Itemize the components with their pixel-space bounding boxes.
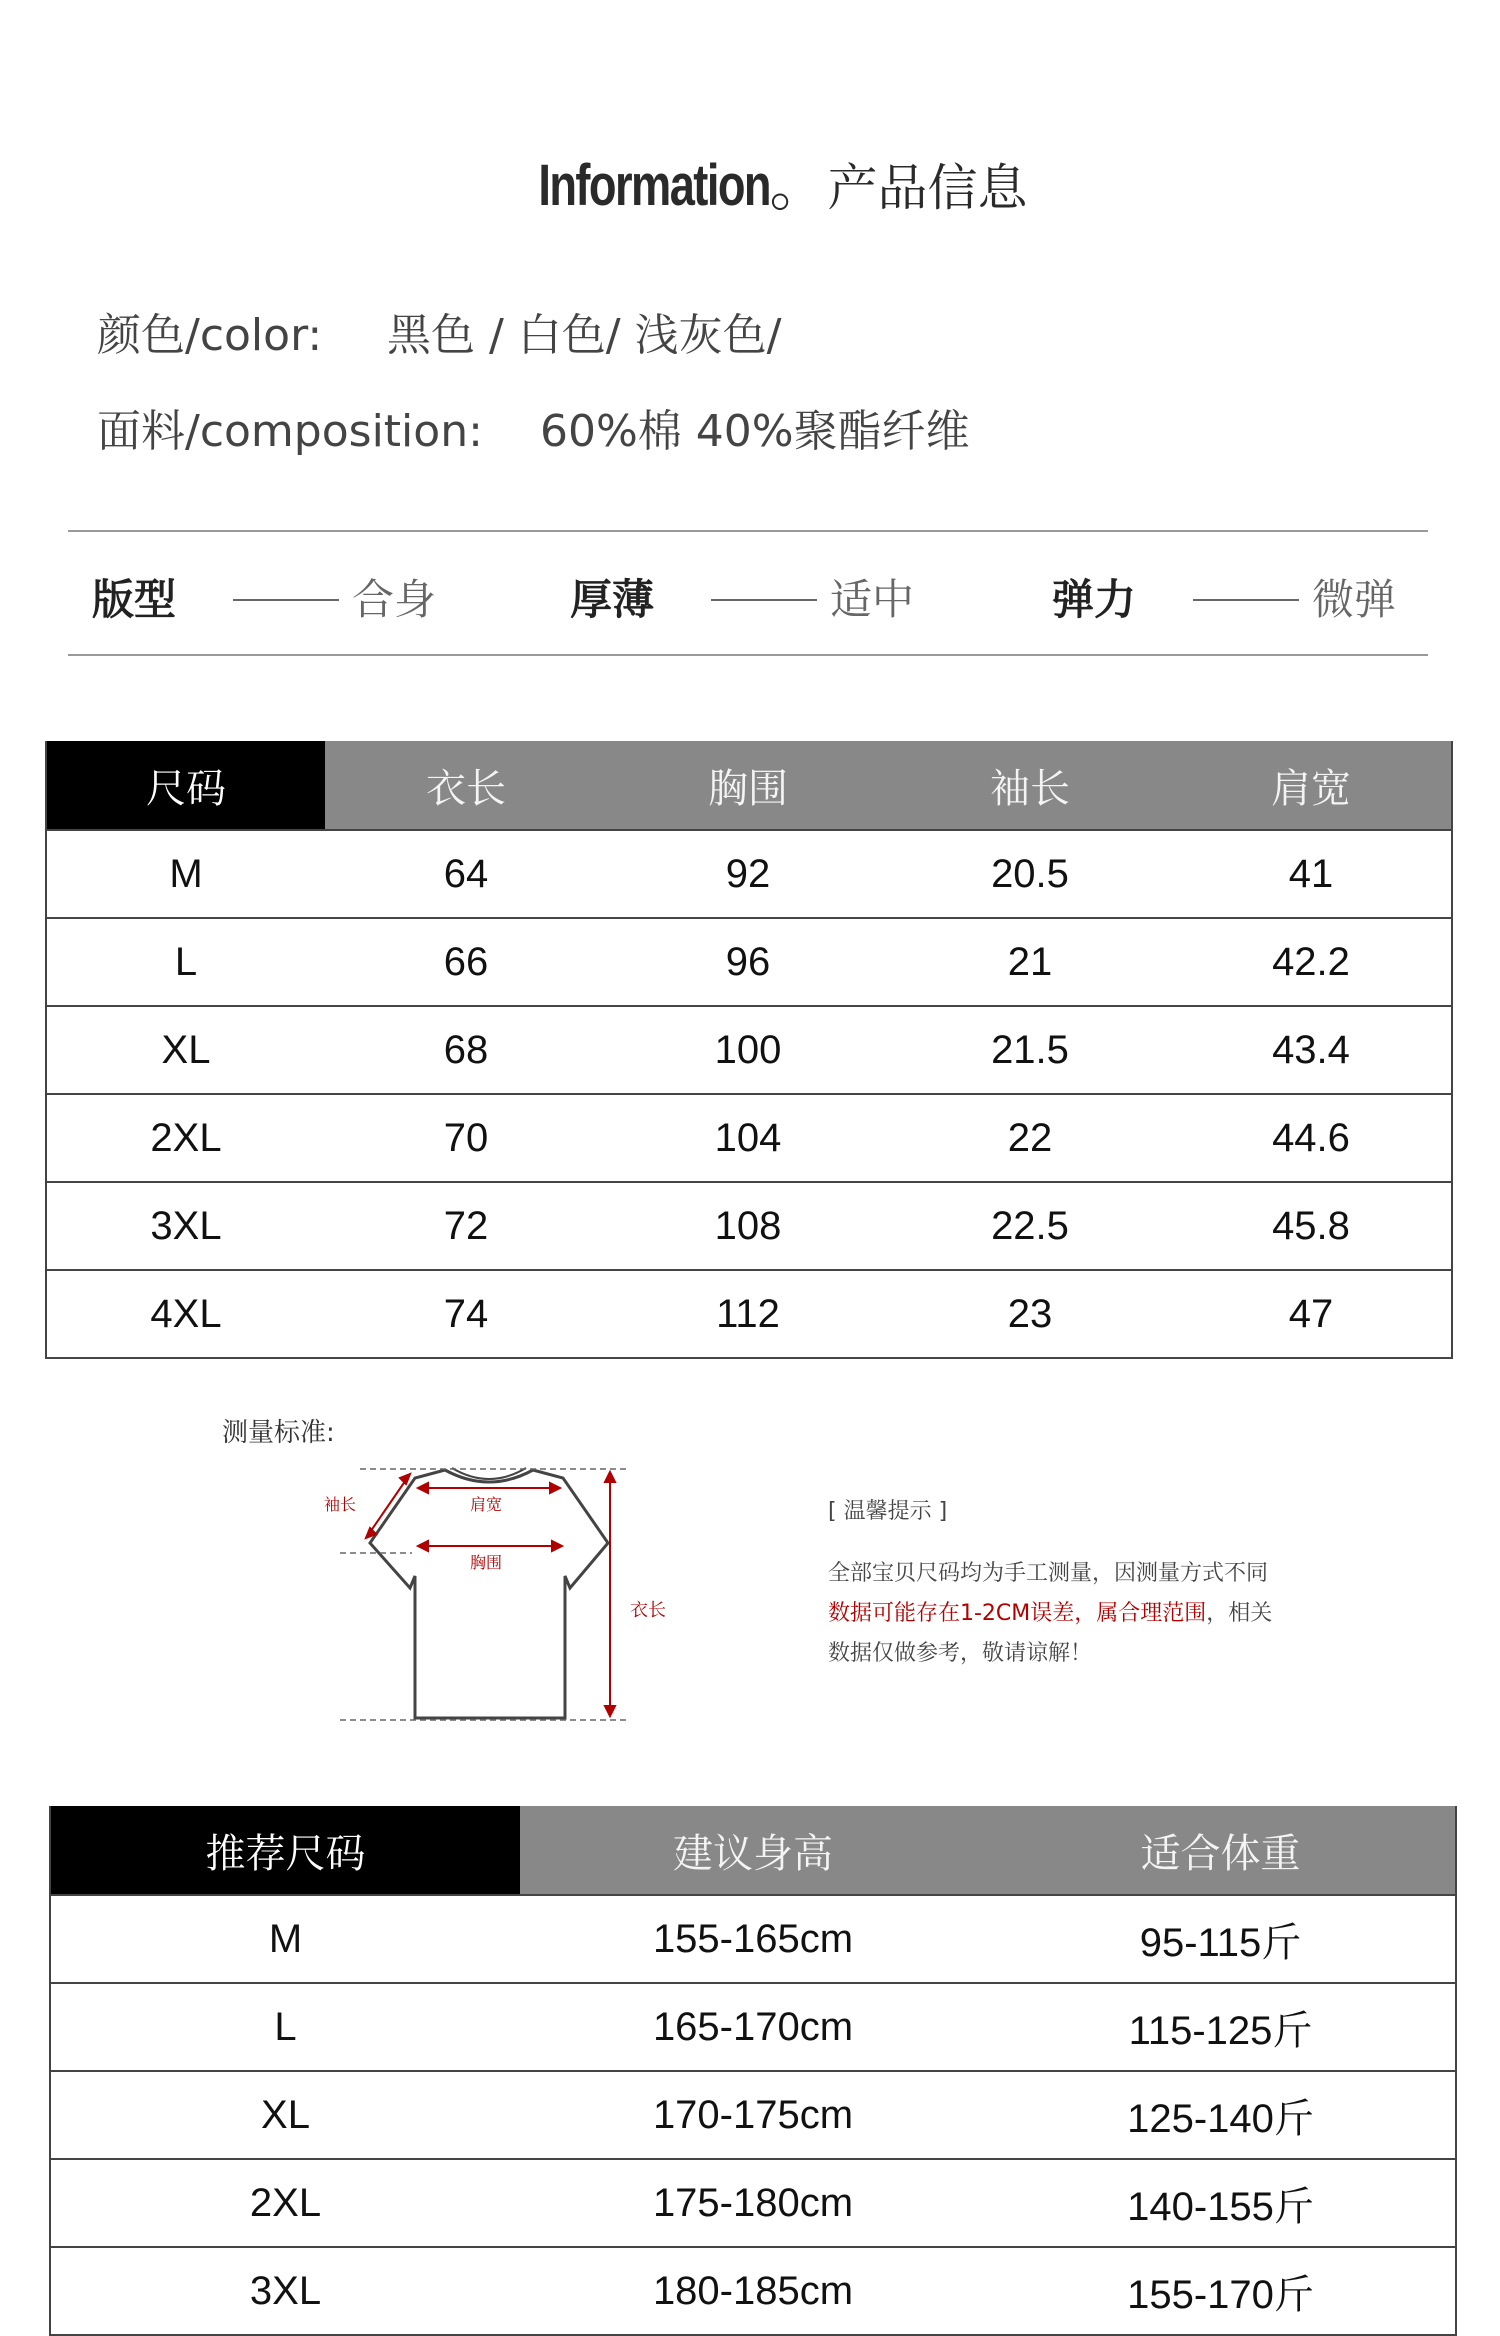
table-cell: L [46,918,325,1006]
page-title [0,150,1500,223]
table-cell: 112 [607,1270,889,1358]
tips-warning: 数据可能存在1-2CM误差，属合理范围 [828,1601,1207,1626]
header-size: 尺码 [46,741,325,830]
label-chest: 胸围 [470,1553,503,1572]
color-value: 黑色 / 白色/ 浅灰色/ [387,310,782,361]
table-cell: 170-175cm [520,2071,986,2159]
table-cell: 74 [325,1270,607,1358]
title-dot: 。 [769,151,828,219]
table-cell: 3XL [46,1182,325,1270]
table-cell: 155-165cm [520,1895,986,1983]
table-row [50,2159,1456,2247]
table-row [46,830,1452,918]
table-row [46,1270,1452,1358]
title-english: Information [537,153,770,218]
table-cell: 21 [889,918,1171,1006]
tips-line-1: 全部宝贝尺码均为手工测量，因测量方式不同 [828,1561,1269,1586]
table-cell: 96 [607,918,889,1006]
table-cell: 68 [325,1006,607,1094]
header-recommended-size: 推荐尺码 [50,1806,520,1895]
table-cell: 41 [1171,830,1452,918]
tips-line-3: 数据仅做参考，敬请谅解！ [828,1641,1093,1666]
table-cell: 175-180cm [520,2159,986,2247]
table-row [50,2071,1456,2159]
table-row [46,1094,1452,1182]
table-cell: 47 [1171,1270,1452,1358]
color-label: 颜色/color: [97,310,323,361]
table-cell: 2XL [50,2159,520,2247]
composition-label: 面料/composition: [97,406,483,457]
table-cell: 140-155斤 [986,2159,1456,2247]
divider-bottom [68,654,1428,656]
table-row [46,918,1452,1006]
table-cell: M [46,830,325,918]
table-cell: 42.2 [1171,918,1452,1006]
property-label-elasticity: 弹力 [1052,575,1137,624]
table-cell: 22 [889,1094,1171,1182]
header-shoulder: 肩宽 [1171,741,1452,830]
table-cell: 165-170cm [520,1983,986,2071]
property-value-thickness: 适中 [830,575,915,624]
property-dash [711,599,817,601]
property-dash [1193,599,1299,601]
property-label-fit: 版型 [92,575,177,624]
table-cell: M [50,1895,520,1983]
table-cell: 43.4 [1171,1006,1452,1094]
label-shoulder: 肩宽 [470,1495,503,1514]
table-cell: 95-115斤 [986,1895,1456,1983]
table-cell: XL [46,1006,325,1094]
table-cell: 44.6 [1171,1094,1452,1182]
header-weight: 适合体重 [986,1806,1456,1895]
measure-title: 测量标准: [222,1418,335,1448]
table-cell: 155-170斤 [986,2247,1456,2335]
title-chinese: 产品信息 [827,159,1028,217]
tips-box [828,1492,1348,1674]
table-cell: 72 [325,1182,607,1270]
header-height: 建议身高 [520,1806,986,1895]
table-row [46,1182,1452,1270]
header-length: 衣长 [325,741,607,830]
table-cell: 45.8 [1171,1182,1452,1270]
color-row [97,308,782,364]
property-dash [233,599,339,601]
table-cell: 21.5 [889,1006,1171,1094]
size-table [45,741,1453,1359]
header-sleeve: 袖长 [889,741,1171,830]
tips-line-2 [828,1594,1348,1634]
property-value-elasticity: 微弹 [1312,575,1397,624]
table-cell: 92 [607,830,889,918]
property-row [0,568,1500,632]
table-cell: XL [50,2071,520,2159]
table-row [46,1006,1452,1094]
table-cell: L [50,1983,520,2071]
table-cell: 4XL [46,1270,325,1358]
table-cell: 104 [607,1094,889,1182]
table-cell: 20.5 [889,830,1171,918]
property-label-thickness: 厚薄 [570,575,655,624]
table-cell: 180-185cm [520,2247,986,2335]
tshirt-diagram [300,1448,700,1733]
table-cell: 70 [325,1094,607,1182]
table-cell: 2XL [46,1094,325,1182]
recommend-table [49,1806,1457,2336]
composition-row [97,404,970,460]
table-cell: 3XL [50,2247,520,2335]
table-cell: 125-140斤 [986,2071,1456,2159]
label-sleeve: 袖长 [324,1495,357,1514]
table-cell: 23 [889,1270,1171,1358]
table-cell: 100 [607,1006,889,1094]
tips-heading: [ 温馨提示 ] [828,1499,948,1524]
table-row [50,1895,1456,1983]
table-row [50,1983,1456,2071]
size-table-header [46,741,1452,830]
table-cell: 22.5 [889,1182,1171,1270]
tips-line-2-rest: ，相关 [1206,1601,1273,1626]
table-cell: 115-125斤 [986,1983,1456,2071]
recommend-table-header [50,1806,1456,1895]
header-chest: 胸围 [607,741,889,830]
divider-top [68,530,1428,532]
composition-value: 60%棉 40%聚酯纤维 [540,406,970,457]
table-cell: 66 [325,918,607,1006]
table-cell: 108 [607,1182,889,1270]
property-value-fit: 合身 [352,575,437,624]
table-cell: 64 [325,830,607,918]
label-length: 衣长 [630,1600,666,1621]
